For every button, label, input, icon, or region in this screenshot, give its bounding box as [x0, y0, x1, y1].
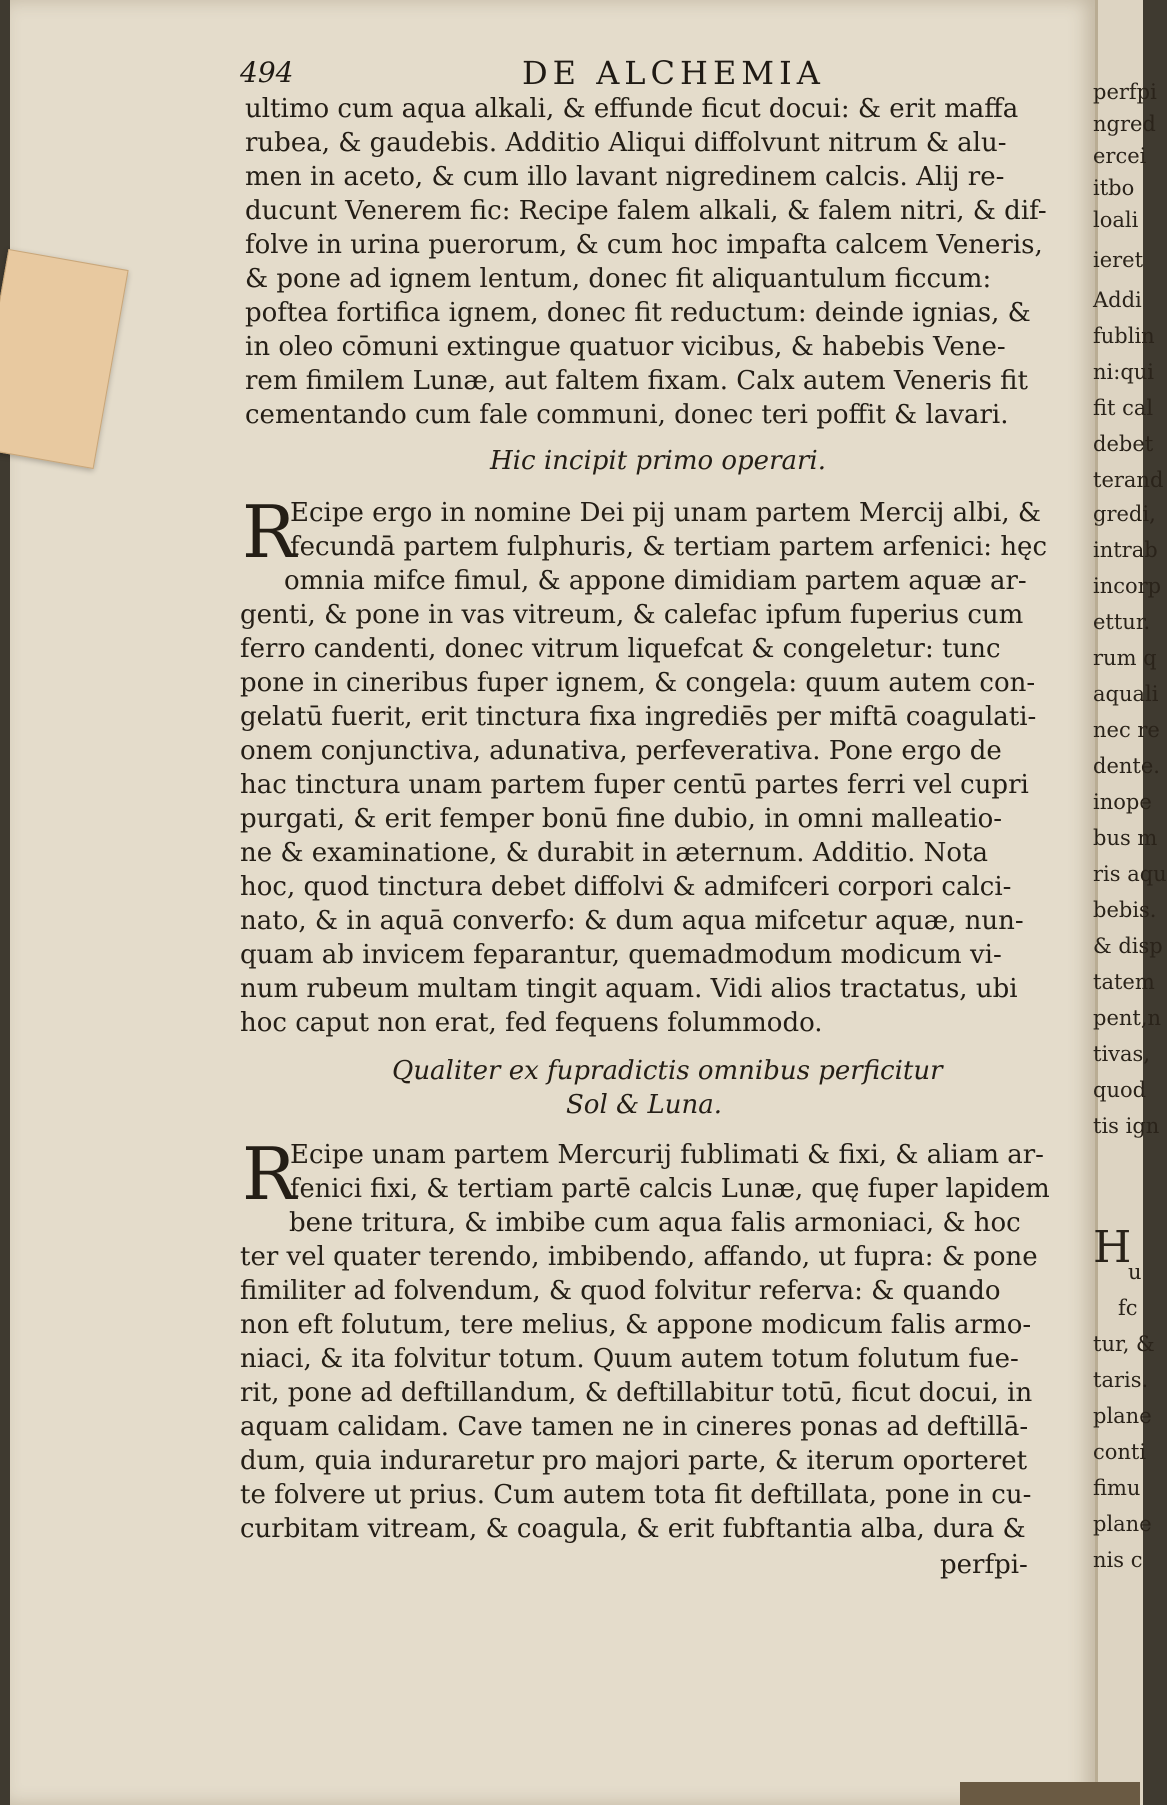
- text-line: rem fimilem Lunæ, aut faltem fixam. Calx autem Veneris fit: [245, 366, 1028, 396]
- text-line: num rubeum multam tingit aquam. Vidi alios tractatus, ubi: [240, 974, 1018, 1004]
- facing-page-fragment: ercei: [1093, 144, 1147, 168]
- catchword: perfpi-: [940, 1550, 1028, 1580]
- running-head: DE ALCHEMIA: [522, 54, 825, 92]
- facing-page-fragment: bebis.: [1093, 898, 1157, 922]
- facing-page-fragment: ettur.: [1093, 610, 1151, 634]
- facing-page-fragment: tur, &: [1093, 1332, 1155, 1356]
- text-line: hoc, quod tinctura debet diffolvi & admifceri corpori calci-: [240, 872, 1012, 902]
- facing-page-fragment: ris aqu: [1093, 862, 1167, 886]
- section-heading-line: Qualiter ex fupradictis omnibus perficitur: [392, 1056, 943, 1086]
- text-line: men in aceto, & cum illo lavant nigredinem calcis. Alij re-: [245, 162, 1005, 192]
- facing-page-fragment: dente.: [1093, 754, 1160, 778]
- facing-page-fragment: Addi: [1093, 288, 1142, 312]
- page-header: [240, 54, 840, 94]
- text-line: Ecipe ergo in nomine Dei pij unam partem Mercij albi, &: [290, 498, 1042, 528]
- text-line: ultimo cum aqua alkali, & effunde ficut docui: & erit maffa: [245, 94, 1019, 124]
- facing-page-fragment: taris.: [1093, 1368, 1149, 1392]
- text-line: omnia mifce fimul, & appone dimidiam partem aquæ ar-: [284, 566, 1027, 596]
- facing-page-fragment: tis ign: [1093, 1114, 1160, 1138]
- facing-page-fragment: ngred: [1093, 112, 1156, 136]
- text-line: ter vel quater terendo, imbibendo, affando, ut fupra: & pone: [240, 1242, 1038, 1272]
- facing-page-fragment: tatem: [1093, 970, 1155, 994]
- text-line: hoc caput non erat, fed fequens folummodo.: [240, 1008, 823, 1038]
- text-line: hac tinctura unam partem fuper centū partes ferri vel cupri: [240, 770, 1029, 800]
- text-line: curbitam vitream, & coagula, & erit fubftantia alba, dura &: [240, 1514, 1026, 1544]
- section-heading-line: Sol & Luna.: [566, 1090, 722, 1120]
- text-line: pone in cineribus fuper ignem, & congela: quum autem con-: [240, 668, 1036, 698]
- page-bottom-edge: [960, 1782, 1140, 1805]
- text-line: fecundā partem fulphuris, & tertiam partem arfenici: hęc: [290, 532, 1048, 562]
- drop-cap: R: [242, 1132, 297, 1216]
- facing-page-fragment: tivas,: [1093, 1042, 1150, 1066]
- facing-page-fragment: & disp: [1093, 934, 1163, 958]
- text-line: fimiliter ad folvendum, & quod folvitur referva: & quando: [240, 1276, 1001, 1306]
- text-line: nato, & in aquā converfo: & dum aqua mifcetur aquæ, nun-: [240, 906, 1024, 936]
- facing-page-fragment: debet: [1093, 432, 1154, 456]
- facing-page-fragment: fublin: [1093, 324, 1155, 348]
- text-line: gelatū fuerit, erit tinctura fixa ingrediēs per miftā coagulati-: [240, 702, 1037, 732]
- text-line: te folvere ut prius. Cum autem tota fit deftillata, pone in cu-: [240, 1480, 1032, 1510]
- text-line: niaci, & ita folvitur totum. Quum autem totum folutum fue-: [240, 1344, 1019, 1374]
- facing-page-fragment: ni:qui: [1093, 360, 1155, 384]
- facing-page-fragment: nec re: [1093, 718, 1160, 742]
- text-line: rit, pone ad deftillandum, & deftillabitur totū, ficut docui, in: [240, 1378, 1033, 1408]
- facing-page-fragment: rum q: [1093, 646, 1157, 670]
- text-line: non eft folutum, tere melius, & appone modicum falis armo-: [240, 1310, 1032, 1340]
- facing-page-fragment: nis c: [1093, 1548, 1143, 1572]
- facing-page-fragment: itbo: [1093, 176, 1135, 200]
- text-line: ferro candenti, donec vitrum liquefcat & congeletur: tunc: [240, 634, 1001, 664]
- facing-page-fragment: quod: [1093, 1078, 1147, 1102]
- text-line: quam ab invicem feparantur, quemadmodum modicum vi-: [240, 940, 1002, 970]
- facing-page-fragment: incorp: [1093, 574, 1162, 598]
- facing-page-fragment: plane: [1093, 1404, 1152, 1428]
- facing-page-fragment: fimu: [1093, 1476, 1141, 1500]
- text-line: aquam calidam. Cave tamen ne in cineres ponas ad deftillā-: [240, 1412, 1029, 1442]
- page-number: 494: [240, 56, 294, 89]
- text-line: fenici fixi, & tertiam partē calcis Lunæ, quę fuper lapidem: [290, 1174, 1050, 1204]
- facing-page-fragment: inope: [1093, 790, 1152, 814]
- facing-page-fragment: loali: [1093, 208, 1139, 232]
- text-line: in oleo cōmuni extingue quatuor vicibus, & habebis Vene-: [245, 332, 1006, 362]
- drop-cap: R: [242, 490, 297, 574]
- facing-page-fragment: plane: [1093, 1512, 1152, 1536]
- facing-page-fragment: ieret: [1093, 248, 1144, 272]
- section-heading: Hic incipit primo operari.: [490, 446, 827, 476]
- text-line: cementando cum fale communi, donec teri poffit & lavari.: [245, 400, 1009, 430]
- text-line: purgati, & erit femper bonū fine dubio, in omni malleatio-: [240, 804, 1003, 834]
- text-line: ducunt Venerem fic: Recipe falem alkali, & falem nitri, & dif-: [245, 196, 1047, 226]
- text-line: onem conjunctiva, adunativa, perfeverativa. Pone ergo de: [240, 736, 1002, 766]
- facing-page-fragment: bus m: [1093, 826, 1158, 850]
- facing-page-fragment: fit cal: [1093, 396, 1154, 420]
- text-line: genti, & pone in vas vitreum, & calefac ipfum fuperius cum: [240, 600, 1024, 630]
- text-line: dum, quia induraretur pro majori parte, & iterum oporteret: [240, 1446, 1028, 1476]
- facing-page-fragment: pent,n: [1093, 1006, 1162, 1030]
- text-line: rubea, & gaudebis. Additio Aliqui diffolvunt nitrum & alu-: [245, 128, 1007, 158]
- facing-page-fragment: conti: [1093, 1440, 1147, 1464]
- facing-page-fragment: terand: [1093, 468, 1164, 492]
- facing-page-fragment: aquali: [1093, 682, 1159, 706]
- text-line: bene tritura, & imbibe cum aqua falis armoniaci, & hoc: [289, 1208, 1021, 1238]
- facing-page-fragment: gredi,: [1093, 502, 1156, 526]
- facing-page-fragment: fc: [1118, 1296, 1138, 1320]
- text-line: poftea fortifica ignem, donec fit reductum: deinde ignias, &: [245, 298, 1031, 328]
- facing-page-fragment: u: [1128, 1260, 1142, 1284]
- text-line: & pone ad ignem lentum, donec fit aliquantulum ficcum:: [245, 264, 992, 294]
- text-line: ne & examinatione, & durabit in æternum. Additio. Nota: [240, 838, 988, 868]
- text-line: folve in urina puerorum, & cum hoc impafta calcem Veneris,: [245, 230, 1043, 260]
- text-line: Ecipe unam partem Mercurij fublimati & fixi, & aliam ar-: [290, 1140, 1044, 1170]
- facing-page-fragment: intrab: [1093, 538, 1158, 562]
- facing-page-fragment: H: [1093, 1222, 1132, 1273]
- facing-page-fragment: perfpi: [1093, 80, 1157, 104]
